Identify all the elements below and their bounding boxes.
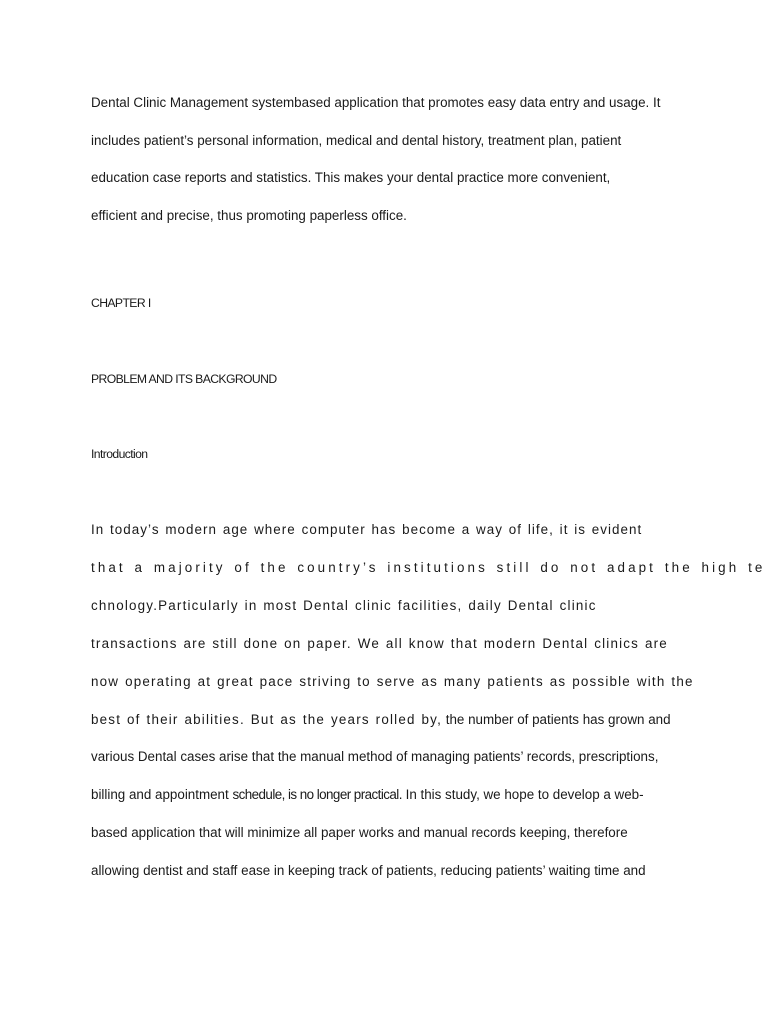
body-line-part: billing and appointment [91,787,233,802]
summary-line: education case reports and statistics. This makes your dental practice more convenient, [91,170,611,185]
summary-line: Dental Clinic Management systembased application that promotes easy data entry and usage. It [91,95,661,110]
body-line: allowing dentist and staff ease in keeping track of patients, reducing patients’ waiting time and [91,863,646,878]
body-line: that a majority of the country’s institutions still do not adapt the high te [91,560,766,575]
body-line: transactions are still done on paper. We all know that modern Dental clinics are [91,636,668,651]
body-line [91,711,671,729]
body-line: chnology.Particularly in most Dental clinic facilities, daily Dental clinic [91,598,597,613]
body-line-part: In this study, we hope to develop a web- [401,787,644,802]
body-line: based application that will minimize all paper works and manual records keeping, therefore [91,825,628,840]
summary-line: includes patient’s personal information, medical and dental history, treatment plan, patient [91,133,622,148]
chapter-number: CHAPTER I [91,296,151,310]
body-line-part: the number of patients has grown and [442,712,671,727]
body-line: various Dental cases arise that the manual method of managing patients’ records, prescriptions, [91,749,659,764]
body-line: In today’s modern age where computer has become a way of life, it is evident [91,522,643,537]
body-line [91,786,644,804]
summary-line: efficient and precise, thus promoting paperless office. [91,208,407,223]
body-line: now operating at great pace striving to serve as many patients as possible with the [91,674,694,689]
body-line-part: schedule, is no longer practical. [232,787,402,802]
chapter-title: PROBLEM AND ITS BACKGROUND [91,372,277,386]
section-heading: Introduction [91,447,148,461]
body-line-part: best of their abilities. But as the years rolled by, [91,712,443,727]
